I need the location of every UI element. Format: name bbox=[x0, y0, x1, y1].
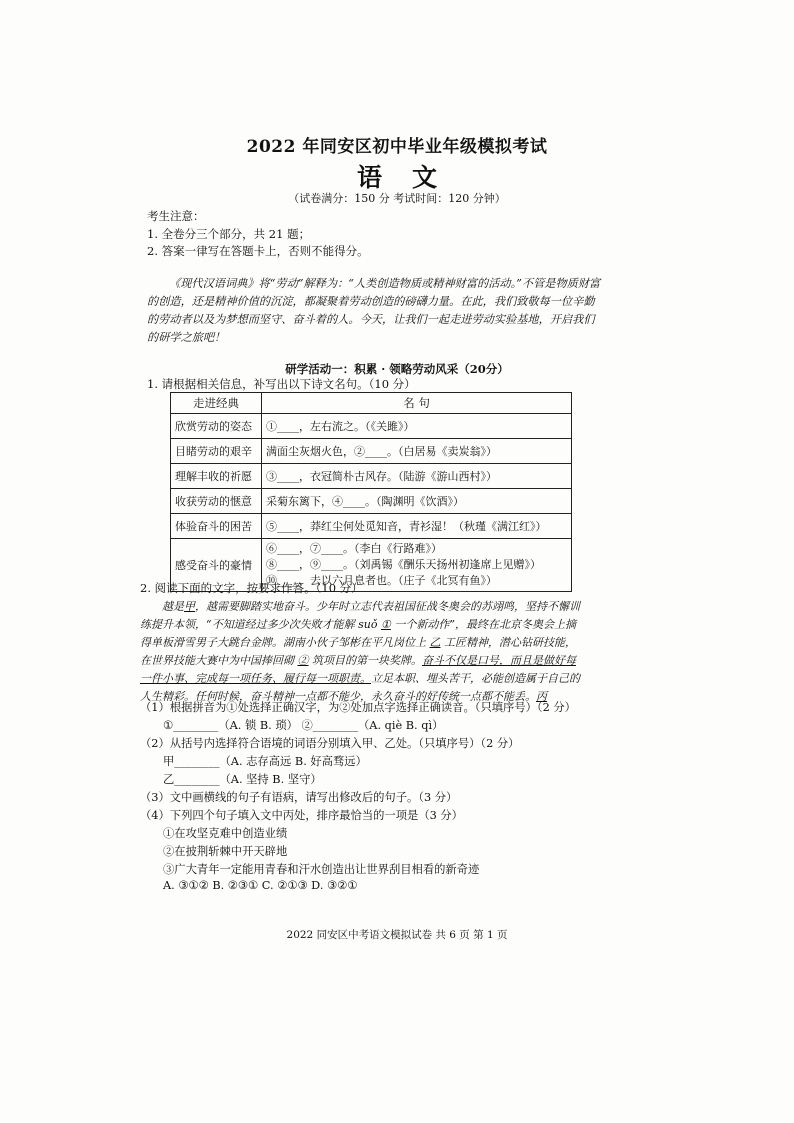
subject-title: 语文 bbox=[356, 163, 467, 192]
table-row bbox=[171, 489, 572, 514]
row-category: 体验奋斗的困苦 bbox=[171, 514, 262, 539]
option-sentence-1: ①在攻坚克难中创造业绩 bbox=[163, 827, 288, 840]
notice-item-2: 2. 答案一律写在答题卡上，否则不能得分。 bbox=[147, 244, 369, 258]
poem-table bbox=[170, 392, 572, 592]
passage-text: 立足本职、埋头苦干，必能创造属于自己的人生精彩。任何时候，奋斗精神一点都不能少，永久奋斗的好传统一点都不能丢。 bbox=[140, 672, 580, 703]
notice-item-1: 1. 全卷分三个部分，共 21 题； bbox=[147, 227, 311, 241]
table-row bbox=[171, 439, 572, 464]
table-row bbox=[171, 414, 572, 439]
section-title: 研学活动一：积累 · 领略劳动风采（20分） bbox=[285, 362, 509, 376]
exam-meta: （试卷满分：150 分 考试时间：120 分钟） bbox=[288, 192, 506, 205]
notice-heading: 考生注意： bbox=[147, 209, 205, 223]
row-category: 理解丰收的祈愿 bbox=[171, 464, 262, 489]
subquestion-2-jia: 甲________（A. 志存高远 B. 好高骛远） bbox=[163, 755, 367, 768]
table-header: 走进经典 bbox=[171, 393, 262, 414]
reading-passage bbox=[140, 598, 580, 706]
row-line: 采菊东篱下，④____。（陶渊明《饮酒》） bbox=[262, 489, 572, 514]
row-line: ⑤____，莽红尘何处觅知音，青衫湿！（秋瑾《满江红》） bbox=[262, 514, 572, 539]
exam-title: 2022 年同安区初中毕业年级模拟考试 bbox=[246, 137, 548, 157]
blank-yi: 乙 bbox=[429, 636, 441, 649]
subquestion-4: （4）下列四个句子填入文中丙处，排序最恰当的一项是（3 分） bbox=[140, 809, 463, 822]
row-line: ⑧____，⑨____。（刘禹锡《酬乐天扬州初逢席上见赠》） bbox=[266, 558, 541, 571]
subquestion-2: （2）从括号内选择符合语境的词语分别填入甲、乙处。（只填序号）（2 分） bbox=[140, 737, 520, 750]
passage-text: 工匠精神，潜心钻研技能，在世界技能大赛中为中国捧回砌 bbox=[140, 636, 576, 667]
option-sentence-3: ③广大青年一定能用青春和汗水创造出让世界刮目相看的新奇迹 bbox=[163, 863, 480, 876]
subquestion-2-yi: 乙________（A. 坚持 B. 坚守） bbox=[163, 773, 322, 786]
option-sentence-2: ②在披荆斩棘中开天辟地 bbox=[163, 845, 288, 858]
passage-text: 一个新动作”，最终在北京冬奥会上摘得单板滑雪男子大跳台金牌。湖南小伙子邹彬在平凡岗位上 bbox=[140, 618, 576, 649]
question-2: 2. 阅读下面的文字，按要求作答。（10 分） bbox=[140, 581, 363, 595]
row-category: 收获劳动的惬意 bbox=[171, 489, 262, 514]
row-line: ⑩____，去以六月息者也。（庄子《北冥有鱼》） bbox=[266, 574, 497, 587]
row-category: 目睹劳动的艰辛 bbox=[171, 439, 262, 464]
intro-paragraph: 《现代汉语词典》将“劳动”解释为：“人类创造物质或精神财富的活动。”不管是物质财富的创造，还是精神价值的沉淀，都凝聚着劳动创造的磅礴力量。在此，我们致敬每一位辛勤的劳动者以及为梦想而坚守、奋斗着的人。今天，让我们一起走进劳动实验基地，开启我们的研学之旅吧！ bbox=[147, 277, 601, 344]
table-row bbox=[171, 514, 572, 539]
subquestion-3: （3）文中画横线的句子有语病，请写出修改后的句子。（3 分） bbox=[140, 791, 458, 804]
subquestion-1: （1）根据拼音为①处选择正确汉字，为②处加点字选择正确读音。（只填序号）（2 分） bbox=[140, 701, 576, 714]
blank-jia: 甲 bbox=[184, 600, 195, 613]
row-line: 满面尘灰烟火色，②____。（白居易《卖炭翁》） bbox=[262, 439, 572, 464]
blank-1: ① bbox=[380, 618, 391, 631]
blank-2: ② bbox=[297, 654, 309, 667]
page-footer: 2022 同安区中考语文模拟试卷 共 6 页 第 1 页 bbox=[286, 929, 508, 941]
row-category: 感受奋斗的豪情 bbox=[171, 539, 262, 592]
passage-text: 筑项目的第一块奖牌。 bbox=[308, 654, 422, 667]
question-1: 1. 请根据相关信息，补写出以下诗文名句。（10 分） bbox=[147, 377, 416, 391]
row-line: ③____，衣冠简朴古风存。（陆游《游山西村》） bbox=[262, 464, 572, 489]
row-category: 欣赏劳动的姿态 bbox=[171, 414, 262, 439]
table-header: 名 句 bbox=[262, 393, 572, 414]
table-header-row bbox=[171, 393, 572, 414]
blank-bing: 丙 bbox=[536, 690, 547, 703]
row-line: ①____，左右流之。（《关雎》） bbox=[262, 414, 572, 439]
table-row bbox=[171, 464, 572, 489]
underlined-sentence: 奋斗不仅是口号，而且是做好每一件小事、完成每一项任务、履行每一项职责。 bbox=[140, 654, 576, 685]
answer-choices: A. ③①② B. ②③① C. ②①③ D. ③②① bbox=[163, 879, 358, 892]
passage-text: ，越需要脚踏实地奋斗。少年时立志代表祖国征战冬奥会的苏翊鸣，坚持不懈训练提升本领，“不知道经过多少次失败才能解 suǒ bbox=[140, 600, 580, 631]
subquestion-1-options: ①________（A. 锁 B. 琐） ②________（A. qiè B. qì） bbox=[163, 719, 444, 732]
passage-text: 越是 bbox=[162, 600, 184, 613]
row-line: ⑥____，⑦____。（李白《行路难》） bbox=[266, 542, 442, 555]
